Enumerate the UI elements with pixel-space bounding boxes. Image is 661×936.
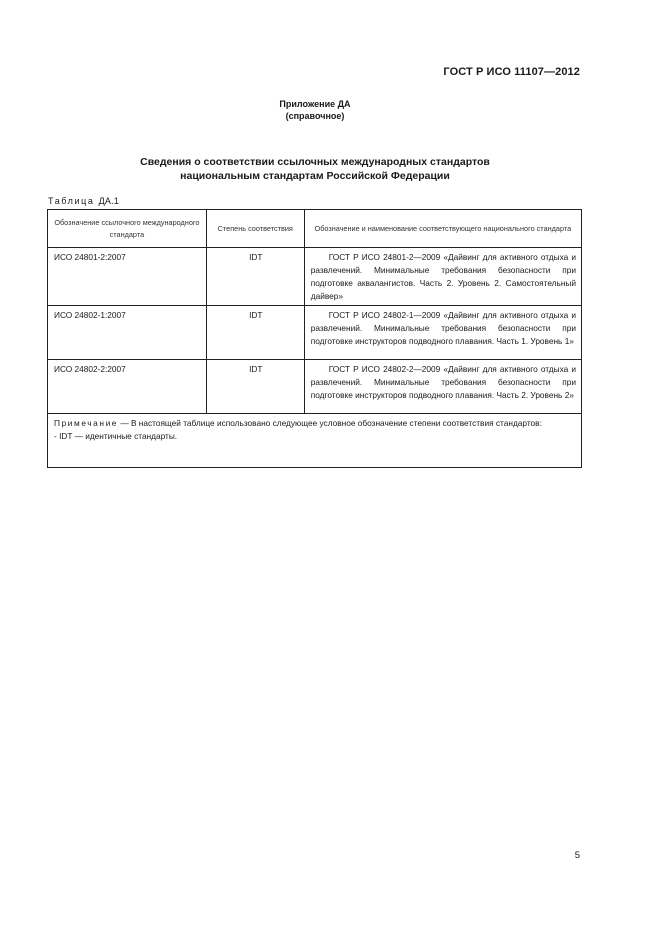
appendix-heading (0, 98, 630, 122)
correspondence-table (47, 209, 582, 468)
table-row (48, 248, 582, 306)
table-caption-number: ДА.1 (98, 196, 120, 206)
section-title-line-1: Сведения о соответствии ссылочных международных стандартов (140, 156, 490, 168)
document-code: ГОСТ Р ИСО 11107—2012 (443, 66, 580, 78)
header-international-standard: Обозначение ссылочного международного стандарта (48, 210, 207, 248)
cell-international-code: ИСО 24801-2:2007 (48, 248, 207, 306)
national-standard-text: ГОСТ Р ИСО 24802-1—2009 «Дайвинг для активного отдыха и развлечений. Минимальные требования безопасности при подготовке инструкторов подводного плавания. Часть 1. Уровень 1» (310, 310, 576, 346)
note-text: — В настоящей таблице использовано следующее условное обозначение степени соответствия стандартов: (118, 418, 542, 428)
appendix-subtitle: (справочное) (285, 111, 345, 121)
cell-international-code: ИСО 24802-1:2007 (48, 306, 207, 360)
cell-national-standard (304, 360, 581, 414)
section-title-line-2: национальным стандартам Российской Федерации (180, 170, 450, 182)
note-lead: Примечание (54, 418, 119, 428)
table-note (48, 414, 582, 468)
table-caption (48, 196, 119, 206)
section-title (0, 155, 630, 183)
national-standard-text: ГОСТ Р ИСО 24801-2—2009 «Дайвинг для активного отдыха и развлечений. Минимальные требования безопасности при подготовке аквалангистов. Часть 2. Уровень 2. Самостоятельный дайвер» (310, 252, 576, 301)
appendix-title: Приложение ДА (279, 99, 351, 109)
table-row (48, 306, 582, 360)
table-row (48, 360, 582, 414)
table-caption-word: Таблица (48, 196, 95, 206)
note-paragraph (54, 417, 576, 430)
national-standard-text: ГОСТ Р ИСО 24802-2—2009 «Дайвинг для активного отдыха и развлечений. Минимальные требования безопасности при подготовке инструкторов подводного плавания. Часть 2. Уровень 2» (310, 364, 576, 400)
cell-national-standard (304, 306, 581, 360)
header-national-standard: Обозначение и наименование соответствующего национального стандарта (304, 210, 581, 248)
cell-national-standard (304, 248, 581, 306)
header-degree: Степень соответствия (206, 210, 304, 248)
note-item: - IDT — идентичные стандарты. (54, 431, 178, 441)
cell-international-code: ИСО 24802-2:2007 (48, 360, 207, 414)
cell-degree: IDT (206, 360, 304, 414)
cell-degree: IDT (206, 248, 304, 306)
page-number: 5 (574, 850, 580, 861)
table-header-row (48, 210, 582, 248)
cell-degree: IDT (206, 306, 304, 360)
table-note-row (48, 414, 582, 468)
